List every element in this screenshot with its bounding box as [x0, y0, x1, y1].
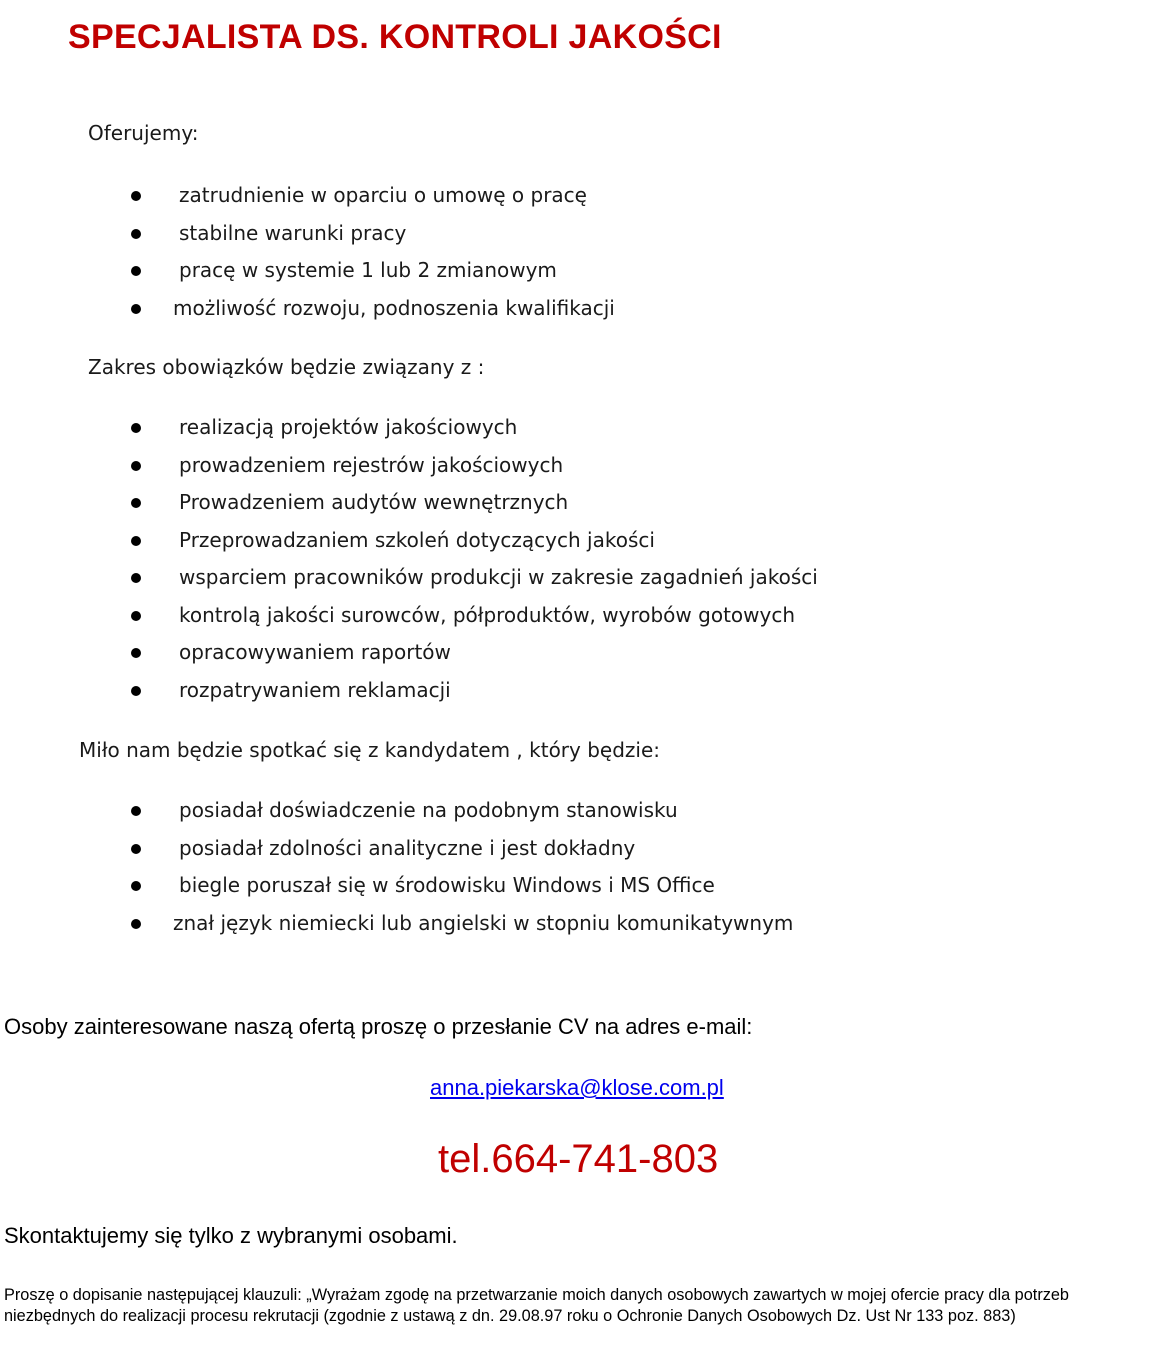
email-link[interactable]: anna.piekarska@klose.com.pl [430, 1075, 724, 1100]
contact-note: Skontaktujemy się tylko z wybranymi osobami. [4, 1223, 458, 1248]
duties-heading: Zakres obowiązków będzie związany z : [88, 355, 485, 379]
bullet-icon [131, 304, 141, 314]
list-item-text: kontrolą jakości surowców, półproduktów, wyrobów gotowych [179, 602, 796, 627]
offer-heading: Oferujemy: [88, 121, 199, 145]
candidate-heading: Miło nam będzie spotkać się z kandydatem , który będzie: [79, 738, 661, 762]
bullet-icon [131, 881, 141, 891]
list-item-text: posiadał doświadczenie na podobnym stanowisku [179, 798, 678, 822]
consent-clause: Proszę o dopisanie następującej klauzuli: „Wyrażam zgodę na przetwarzanie moich danych osobowych zawartych w mojej ofercie pracy dla potrzeb niezbędnych do realizacji procesu rekrutacji (zgodnie z ustawą z dn. 29.08.97 roku o Ochronie Danych Osobowych Dz. Ust Nr 133 poz. 883) [4, 1286, 1069, 1325]
contact-intro: Osoby zainteresowane naszą ofertą proszę o przesłanie CV na adres e-mail: [4, 1014, 753, 1039]
list-item-text: posiadał zdolności analityczne i jest dokładny [179, 835, 636, 860]
list-item-text: wsparciem pracowników produkcji w zakresie zagadnień jakości [179, 565, 818, 589]
bullet-icon [131, 536, 141, 546]
list-item-text: biegle poruszał się w środowisku Windows i MS Office [179, 873, 715, 897]
bullet-icon [131, 266, 141, 276]
list-item-text: zatrudnienie w oparciu o umowę o pracę [179, 183, 587, 207]
list-item-text: rozpatrywaniem reklamacji [179, 677, 451, 702]
bullet-icon [131, 806, 141, 816]
bullet-icon [131, 573, 141, 583]
list-item-text: możliwość rozwoju, podnoszenia kwalifikacji [173, 295, 615, 320]
bullet-icon [131, 648, 141, 658]
list-item-text: prowadzeniem rejestrów jakościowych [179, 452, 564, 477]
bullet-icon [131, 611, 141, 621]
list-item-text: realizacją projektów jakościowych [179, 415, 518, 439]
list-item-text: Prowadzeniem audytów wewnętrznych [179, 490, 569, 514]
phone-number: tel.664-741-803 [438, 1137, 719, 1181]
page-title: SPECJALISTA DS. KONTROLI JAKOŚCI [68, 18, 722, 56]
bullet-icon [131, 191, 141, 201]
bullet-icon [131, 919, 141, 929]
list-item-text: pracę w systemie 1 lub 2 zmianowym [179, 258, 557, 282]
bullet-icon [131, 461, 141, 471]
list-item-text: znał język niemiecki lub angielski w stopniu komunikatywnym [173, 910, 794, 935]
bullet-icon [131, 498, 141, 508]
list-item-text: opracowywaniem raportów [179, 640, 451, 664]
list-item-text: Przeprowadzaniem szkoleń dotyczących jakości [179, 527, 655, 552]
list-item-text: stabilne warunki pracy [179, 220, 407, 245]
bullet-icon [131, 686, 141, 696]
bullet-icon [131, 844, 141, 854]
bullet-icon [131, 229, 141, 239]
bullet-icon [131, 423, 141, 433]
